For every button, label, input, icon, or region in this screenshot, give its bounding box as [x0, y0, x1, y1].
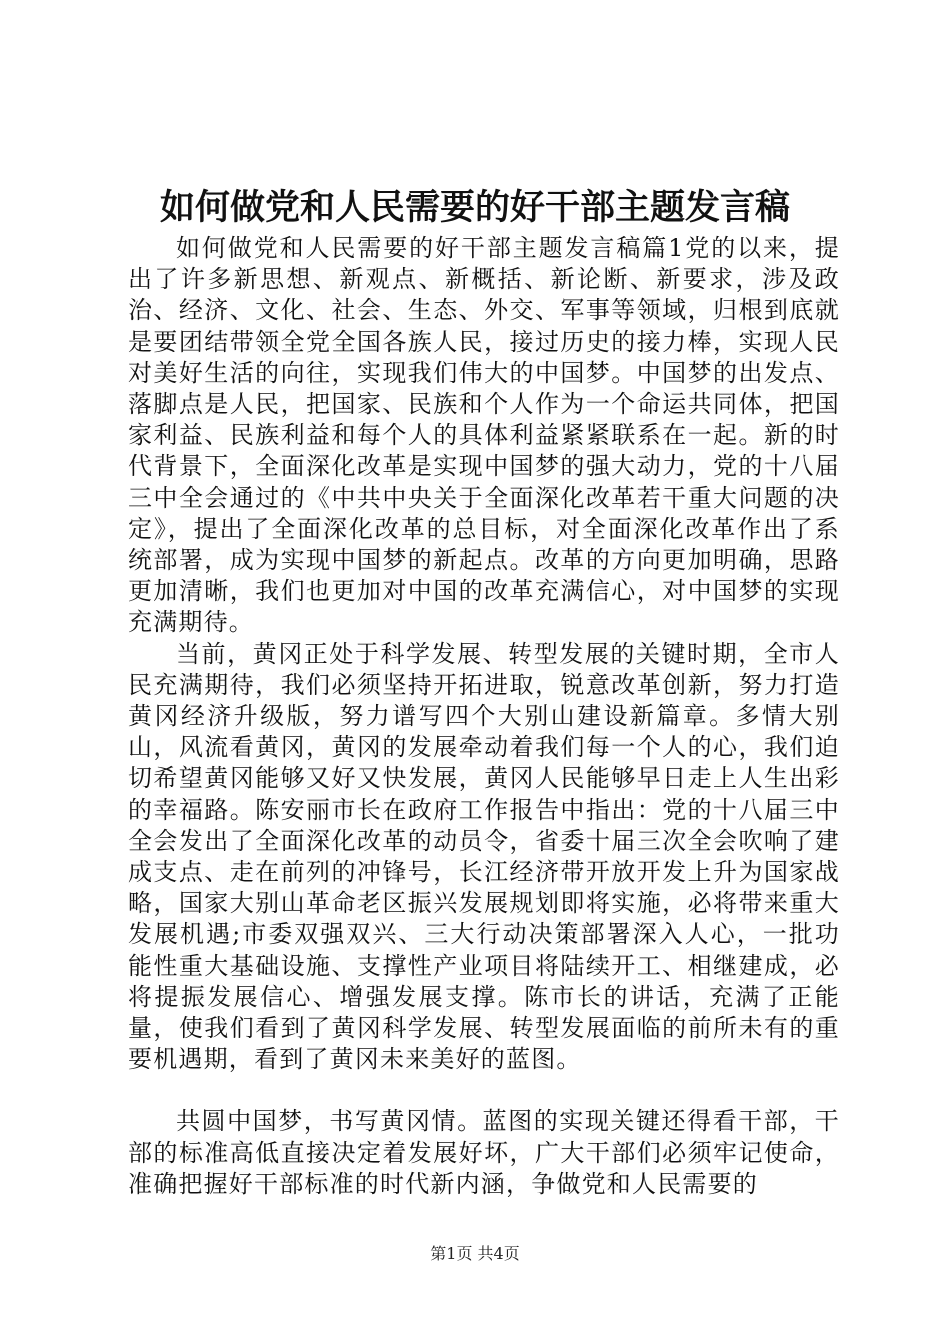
paragraph-3: 共圆中国梦，书写黄冈情。蓝图的实现关键还得看干部，干部的标准高低直接决定着发展好坏，广大干部们必须牢记使命，准确把握好干部标准的时代新内涵，争做党和人民需要的: [128, 1107, 840, 1198]
page-footer: 第1页 共4页: [430, 1244, 520, 1263]
paragraph-1: 如何做党和人民需要的好干部主题发言稿篇1党的以来，提出了许多新思想、新观点、新概括、新论断、新要求，涉及政治、经济、文化、社会、生态、外交、军事等领域，归根到底就是要团结带领全党全国各族人民，接过历史的接力棒，实现人民对美好生活的向往，实现我们伟大的中国梦。中国梦的出发点、落脚点是人民，把国家、民族和个人作为一个命运共同体，把国家利益、民族利益和每个人的具体利益紧紧联系在一起。新的时代背景下，全面深化改革是实现中国梦的强大动力，党的十八届三中全会通过的《中共中央关于全面深化改革若干重大问题的决定》，提出了全面深化改革的总目标，对全面深化改革作出了系统部署，成为实现中国梦的新起点。改革的方向更加明确，思路更加清晰，我们也更加对中国的改革充满信心，对中国梦的实现充满期待。: [128, 234, 840, 637]
document-body: [128, 233, 840, 1200]
paragraph-2: 当前，黄冈正处于科学发展、转型发展的关键时期，全市人民充满期待，我们必须坚持开拓进取，锐意改革创新，努力打造黄冈经济升级版，努力谱写四个大别山建设新篇章。多情大别山，风流看黄冈，黄冈的发展牵动着我们每一个人的心，我们迫切希望黄冈能够又好又快发展，黄冈人民能够早日走上人生出彩的幸福路。陈安丽市长在政府工作报告中指出：党的十八届三中全会发出了全面深化改革的动员令，省委十届三次全会吹响了建成支点、走在前列的冲锋号，长江经济带开放开发上升为国家战略，国家大别山革命老区振兴发展规划即将实施，必将带来重大发展机遇;市委双强双兴、三大行动决策部署深入人心，一批功能性重大基础设施、支撑性产业项目将陆续开工、相继建成，必将提振发展信心、增强发展支撑。陈市长的讲话，充满了正能量，使我们看到了黄冈科学发展、转型发展面临的前所未有的重要机遇期，看到了黄冈未来美好的蓝图。: [128, 639, 840, 1074]
document-title: 如何做党和人民需要的好干部主题发言稿: [159, 187, 790, 228]
